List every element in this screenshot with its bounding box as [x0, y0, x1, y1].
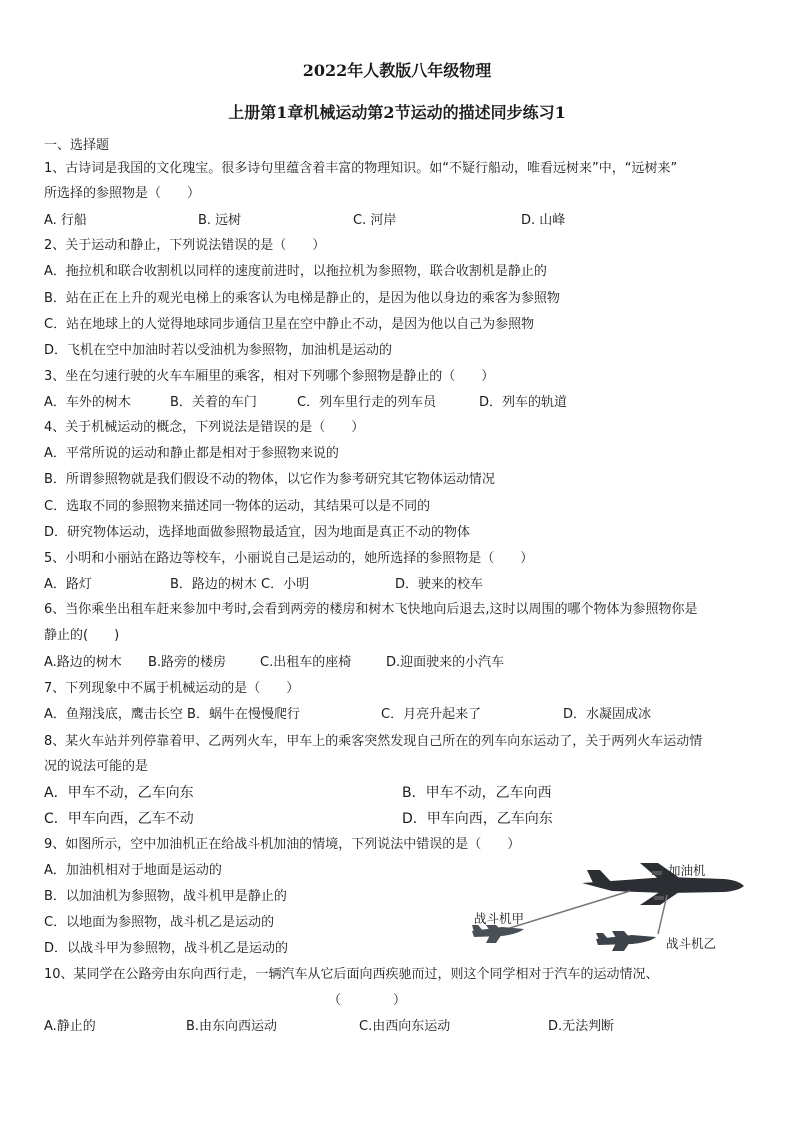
q9-option-a: A．加油机相对于地面是运动的: [44, 863, 222, 878]
q2-option-b: B．站在正在上升的观光电梯上的乘客认为电梯是静止的，是因为他以身边的乘客为参照物: [44, 291, 560, 306]
q1-option-c: C. 河岸: [353, 213, 397, 228]
q10-option-a: A.静止的: [44, 1019, 96, 1034]
q10-option-b: B.由东向西运动: [186, 1019, 278, 1034]
q7-option-c: C．月亮升起来了: [381, 707, 482, 722]
fighter-b-label: 战斗机乙: [666, 936, 717, 951]
q4-stem: 4、关于机械运动的概念，下列说法是错误的是（ ）: [44, 420, 365, 435]
fighter-jet-a-icon: [472, 925, 524, 943]
q1-option-a: A. 行船: [44, 213, 87, 228]
q9-option-d: D．以战斗甲为参照物，战斗机乙是运动的: [44, 941, 289, 956]
refueling-figure: [462, 855, 752, 955]
fighter-jet-b-icon: [596, 931, 656, 951]
q9-stem: 9、如图所示，空中加油机正在给战斗机加油的情境，下列说法中错误的是（ ）: [44, 837, 521, 852]
q5-option-a: A．路灯: [44, 577, 92, 592]
q5-option-bc: B．路边的树木 C．小明: [170, 577, 310, 592]
q7-option-ab: A．鱼翔浅底，鹰击长空 B．蜗牛在慢慢爬行: [44, 707, 300, 722]
q3-option-a: A．车外的树木: [44, 395, 131, 410]
q2-option-a: A．拖拉机和联合收割机以同样的速度前进时，以拖拉机为参照物，联合收割机是静止的: [44, 264, 547, 279]
q2-option-c: C．站在地球上的人觉得地球同步通信卫星在空中静止不动，是因为他以自己为参照物: [44, 317, 535, 332]
q8-option-a: A．甲车不动，乙车向东: [44, 785, 194, 801]
q7-option-d: D．水凝固成冰: [563, 707, 652, 722]
q8-option-c: C．甲车向西，乙车不动: [44, 811, 194, 827]
q10-option-c: C.由西向东运动: [359, 1019, 451, 1034]
q10-option-d: D.无法判断: [548, 1019, 615, 1034]
q6-stem-line1: 6、当你乘坐出租车赶来参加中考时,会看到两旁的楼房和树木飞快地向后退去,这时以周围的哪个物体为参照物你是: [44, 602, 698, 617]
q3-stem: 3、坐在匀速行驶的火车车厢里的乘客，相对下列哪个参照物是静止的（ ）: [44, 369, 495, 384]
page-subtitle: 上册第1章机械运动第2节运动的描述同步练习1: [228, 103, 566, 122]
q3-option-b: B．关着的车门: [170, 395, 257, 410]
q6-option-a: A.路边的树木: [44, 655, 122, 670]
q3-option-c: C．列车里行走的列车员: [297, 395, 437, 410]
q1-stem-line1: 1、古诗词是我国的文化瑰宝。很多诗句里蕴含着丰富的物理知识。如“不疑行船动，唯看远树来”中，“远树来”: [44, 161, 678, 176]
q2-stem: 2、关于运动和静止，下列说法错误的是（ ）: [44, 238, 326, 253]
q1-option-b: B. 远树: [198, 213, 242, 228]
fighter-a-label: 战斗机甲: [474, 911, 525, 926]
q4-option-c: C．选取不同的参照物来描述同一物体的运动，其结果可以是不同的: [44, 499, 431, 514]
q10-stem: 10、某同学在公路旁由东向西行走，一辆汽车从它后面向西疾驰而过，则这个同学相对于汽车的运动情况、: [44, 967, 659, 982]
q7-stem: 7、下列现象中不属于机械运动的是（ ）: [44, 681, 300, 696]
q9-option-c: C．以地面为参照物，战斗机乙是运动的: [44, 915, 275, 930]
q4-option-a: A．平常所说的运动和静止都是相对于参照物来说的: [44, 446, 339, 461]
q9-option-b: B．以加油机为参照物，战斗机甲是静止的: [44, 889, 287, 904]
section-heading: 一、选择题: [44, 138, 110, 153]
q5-stem: 5、小明和小丽站在路边等校车，小丽说自己是运动的，她所选择的参照物是（ ）: [44, 551, 534, 566]
q2-option-d: D．飞机在空中加油时若以受油机为参照物，加油机是运动的: [44, 343, 393, 358]
q6-option-d: D.迎面驶来的小汽车: [386, 655, 505, 670]
q10-blank: （ ）: [328, 993, 407, 1008]
q3-option-d: D．列车的轨道: [479, 395, 568, 410]
q8-stem-line1: 8、某火车站并列停靠着甲、乙两列火车，甲车上的乘客突然发现自己所在的列车向东运动了，关于两列火车运动情: [44, 734, 703, 749]
q5-option-d: D．驶来的校车: [395, 577, 484, 592]
q8-stem-line2: 况的说法可能的是: [44, 759, 149, 774]
q8-option-d: D．甲车向西，乙车向东: [402, 811, 553, 827]
q1-option-d: D. 山峰: [521, 213, 566, 228]
q6-stem-line2: 静止的( ): [44, 628, 120, 643]
page-title: 2022年人教版八年级物理: [302, 61, 492, 80]
q1-stem-line2: 所选择的参照物是（ ）: [44, 186, 201, 201]
q6-option-b: B.路旁的楼房: [148, 655, 227, 670]
q6-option-c: C.出租车的座椅: [260, 655, 352, 670]
q8-option-b: B．甲车不动，乙车向西: [402, 785, 552, 801]
tanker-label: 加油机: [668, 863, 706, 878]
q4-option-b: B．所谓参照物就是我们假设不动的物体，以它作为参考研究其它物体运动情况: [44, 472, 495, 487]
q4-option-d: D．研究物体运动，选择地面做参照物最适宜，因为地面是真正不动的物体: [44, 525, 471, 540]
